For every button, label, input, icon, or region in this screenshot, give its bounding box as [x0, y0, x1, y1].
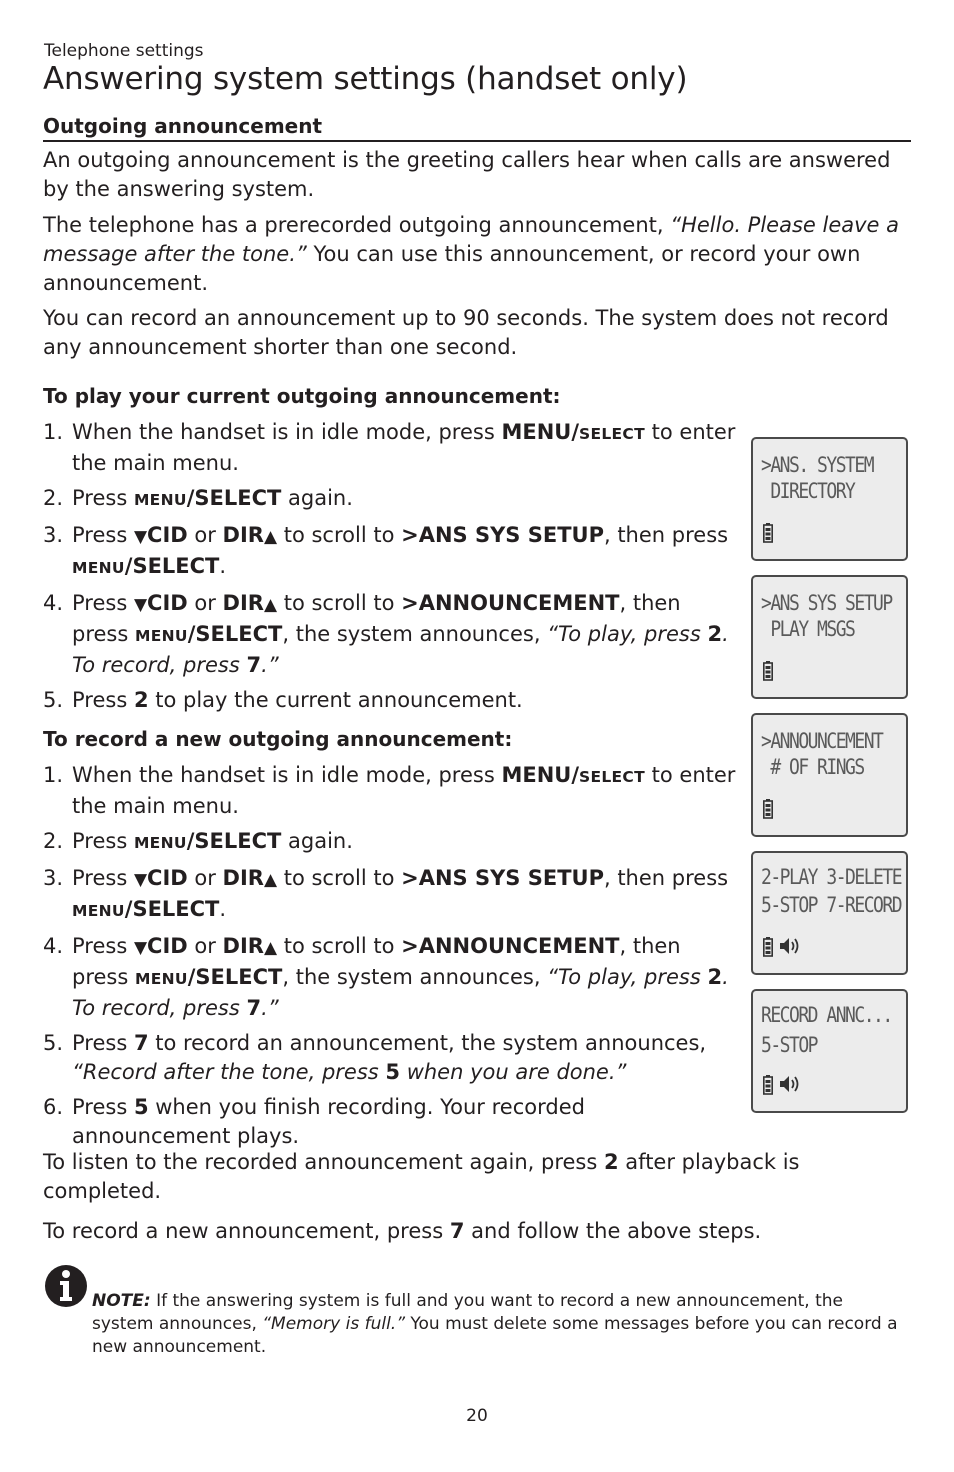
record-step-3: 3. Press ▼CID or DIR▲ to scroll to >ANS SYS SETUP, then press MENU/SELECT.: [43, 866, 729, 921]
lcd-screen: [751, 713, 908, 837]
record-step-6: 6. Press 5 when you finish recording. Your recorded announcement plays.: [43, 1095, 585, 1148]
record-new-paragraph: To record a new announcement, press 7 and follow the above steps.: [43, 1219, 762, 1243]
play-step-4: 4. Press ▼CID or DIR▲ to scroll to >ANNOUNCEMENT, then press MENU/SELECT, the system announces, “To play, press 2. To record, press 7.”: [43, 591, 729, 677]
page-number: 20: [466, 1406, 488, 1426]
lcd-line-2: 5-STOP 7-RECORD: [761, 893, 902, 919]
length-paragraph: You can record an announcement up to 90 seconds. The system does not record any announcement shorter than one second.: [43, 306, 889, 359]
play-heading: To play your current outgoing announcement:: [43, 384, 561, 408]
lcd-line-1: 2-PLAY 3-DELETE: [761, 865, 902, 891]
page-title: Answering system settings (handset only): [43, 61, 688, 97]
lcd-screen: [751, 575, 908, 699]
record-step-4: 4. Press ▼CID or DIR▲ to scroll to >ANNOUNCEMENT, then press MENU/SELECT, the system announces, “To play, press 2. To record, press 7.”: [43, 934, 729, 1020]
play-step-5: 5. Press 2 to play the current announcement.: [43, 688, 523, 712]
record-step-5: 5. Press 7 to record an announcement, the system announces, “Record after the tone, press 5 when you are done.”: [43, 1031, 707, 1084]
down-arrow-icon: ▼: [133, 527, 148, 547]
battery-icon: [763, 1075, 773, 1095]
lcd-line-2: DIRECTORY: [761, 479, 855, 505]
lcd-screen: [751, 437, 908, 561]
play-step-3: 3. Press ▼CID or DIR▲ to scroll to >ANS SYS SETUP, then press MENU/SELECT.: [43, 523, 729, 578]
record-step-1: 1. When the handset is in idle mode, press MENU/SELECT to enter the main menu.: [43, 763, 736, 818]
record-heading: To record a new outgoing announcement:: [43, 727, 513, 751]
battery-icon: [763, 523, 773, 543]
battery-icon: [763, 937, 773, 957]
lcd-line-1: >ANS SYS SETUP: [761, 591, 892, 617]
note-text: NOTE: If the answering system is full and you want to record a new announcement, the system announces, “Memory is full.” You must delete some messages before you can record a new announcement.: [92, 1291, 898, 1357]
up-arrow-icon: ▲: [263, 870, 278, 890]
record-step-2: 2. Press MENU/SELECT again.: [43, 829, 353, 853]
lcd-screen: [751, 851, 908, 975]
speaker-icon: [779, 937, 801, 955]
prerecorded-paragraph: The telephone has a prerecorded outgoing announcement, “Hello. Please leave a message after the tone.” You can use this announcement, or record your own announcement.: [43, 213, 900, 295]
play-step-2: 2. Press MENU/SELECT again.: [43, 486, 353, 510]
play-step-1: 1. When the handset is in idle mode, press MENU/SELECT to enter the main menu.: [43, 420, 736, 475]
lcd-line-1: RECORD ANNC...: [761, 1003, 892, 1029]
info-icon: [44, 1264, 88, 1308]
lcd-line-2: 5-STOP: [761, 1033, 818, 1059]
up-arrow-icon: ▲: [263, 938, 278, 958]
play-steps: [43, 418, 743, 721]
lcd-line-1: >ANNOUNCEMENT: [761, 729, 883, 755]
listen-paragraph: To listen to the recorded announcement again, press 2 after playback is completed.: [43, 1150, 800, 1203]
section-heading: Outgoing announcement: [43, 112, 911, 142]
intro-paragraph: An outgoing announcement is the greeting callers hear when calls are answered by the answering system.: [43, 148, 891, 201]
up-arrow-icon: ▲: [263, 527, 278, 547]
lcd-screen: [751, 989, 908, 1113]
lcd-line-2: # OF RINGS: [761, 755, 864, 781]
breadcrumb: Telephone settings: [44, 41, 204, 61]
battery-icon: [763, 799, 773, 819]
down-arrow-icon: ▼: [133, 938, 148, 958]
down-arrow-icon: ▼: [133, 595, 148, 615]
battery-icon: [763, 661, 773, 681]
lcd-line-1: >ANS. SYSTEM: [761, 453, 874, 479]
lcd-line-2: PLAY MSGS: [761, 617, 855, 643]
speaker-icon: [779, 1075, 801, 1093]
record-steps: [43, 761, 743, 1157]
up-arrow-icon: ▲: [263, 595, 278, 615]
down-arrow-icon: ▼: [133, 870, 148, 890]
